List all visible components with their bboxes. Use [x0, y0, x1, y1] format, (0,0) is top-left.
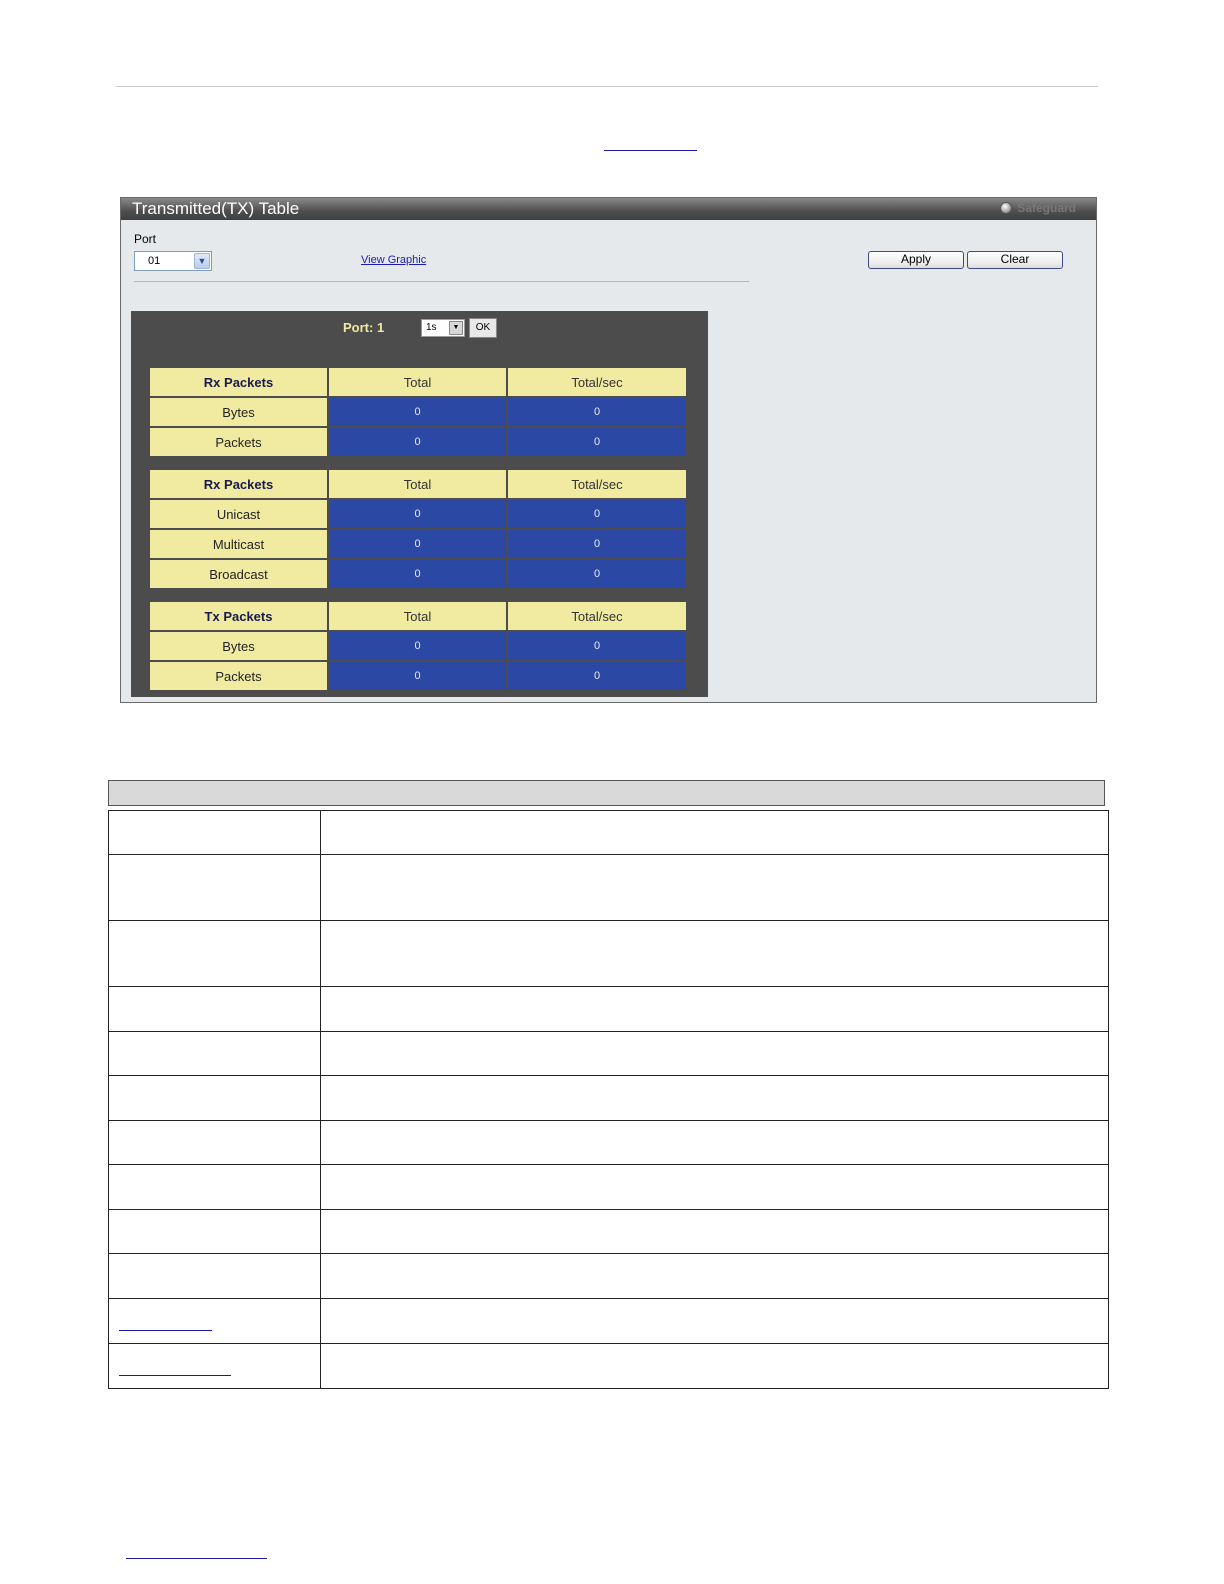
description-row: [109, 1032, 1109, 1076]
parameter-cell: [109, 1299, 321, 1344]
description-row: [109, 855, 1109, 921]
table-header-row: [150, 470, 688, 500]
parameter-cell: [109, 987, 321, 1032]
description-cell: [321, 1076, 1109, 1121]
description-row: [109, 1076, 1109, 1121]
description-table: [108, 810, 1109, 1389]
safeguard-icon: [1000, 202, 1012, 214]
row-label: Multicast: [150, 530, 327, 558]
parameter-cell: [109, 1032, 321, 1076]
safeguard-indicator: [1000, 201, 1076, 215]
per-sec-value: 0: [508, 662, 686, 690]
total-value: 0: [329, 428, 506, 456]
row-label: Packets: [150, 428, 327, 456]
description-row: [109, 921, 1109, 987]
row-label: Bytes: [150, 398, 327, 426]
description-row: [109, 1254, 1109, 1299]
parameter-cell: [109, 855, 321, 921]
safeguard-label: Safeguard: [1017, 201, 1076, 215]
table-row: [150, 530, 688, 560]
per-sec-value: 0: [508, 530, 686, 558]
table-row: [150, 398, 688, 428]
description-row: [109, 1344, 1109, 1389]
stats-port-title: Port: 1: [343, 320, 385, 335]
port-select[interactable]: [134, 251, 212, 271]
total-value: 0: [329, 662, 506, 690]
stats-table: [150, 470, 688, 590]
description-cell: [321, 1210, 1109, 1254]
row-label: Bytes: [150, 632, 327, 660]
row-label: Packets: [150, 662, 327, 690]
table-row: [150, 662, 688, 692]
interval-value: 1s: [426, 322, 437, 333]
panel-header: [121, 198, 1096, 220]
description-row: [109, 1165, 1109, 1210]
column-header: Total: [329, 470, 506, 498]
chevron-down-icon[interactable]: ▼: [449, 321, 463, 335]
total-value: 0: [329, 398, 506, 426]
total-value: 0: [329, 500, 506, 528]
footer-link-underline[interactable]: [126, 1558, 267, 1559]
description-cell: [321, 921, 1109, 987]
description-cell: [321, 1254, 1109, 1299]
parameter-cell: [109, 1076, 321, 1121]
description-row: [109, 1121, 1109, 1165]
parameter-cell: [109, 921, 321, 987]
hyperlink-underline[interactable]: [604, 150, 697, 151]
stats-table: [150, 602, 688, 692]
port-select-value: 01: [148, 255, 161, 267]
parameter-cell: [109, 1121, 321, 1165]
description-row: [109, 811, 1109, 855]
view-graphic-link[interactable]: View Graphic: [361, 254, 427, 266]
per-sec-value: 0: [508, 428, 686, 456]
table-header-row: [150, 368, 688, 398]
column-header: Total/sec: [508, 368, 686, 396]
parameter-link[interactable]: [119, 1375, 231, 1376]
per-sec-value: 0: [508, 632, 686, 660]
port-statistics-box: [131, 311, 708, 697]
description-row: [109, 987, 1109, 1032]
chevron-down-icon[interactable]: ▼: [194, 253, 210, 269]
stats-table: [150, 368, 688, 458]
top-rule: [116, 86, 1098, 87]
description-cell: [321, 987, 1109, 1032]
ok-button[interactable]: OK: [469, 318, 497, 338]
row-label: Unicast: [150, 500, 327, 528]
parameter-cell: [109, 811, 321, 855]
table-row: [150, 428, 688, 458]
panel-title: Transmitted(TX) Table: [132, 199, 300, 218]
row-label: Broadcast: [150, 560, 327, 588]
apply-button[interactable]: Apply: [868, 251, 964, 269]
description-row: [109, 1210, 1109, 1254]
port-label: Port: [134, 232, 157, 246]
clear-button[interactable]: Clear: [967, 251, 1063, 269]
description-cell: [321, 1165, 1109, 1210]
parameter-cell: [109, 1254, 321, 1299]
description-cell: [321, 811, 1109, 855]
parameter-cell: [109, 1165, 321, 1210]
divider: [134, 281, 749, 282]
table-header-row: [150, 602, 688, 632]
table-row: [150, 560, 688, 590]
description-table-header: [108, 780, 1105, 806]
column-header: Rx Packets: [150, 470, 327, 498]
per-sec-value: 0: [508, 500, 686, 528]
per-sec-value: 0: [508, 398, 686, 426]
table-row: [150, 500, 688, 530]
column-header: Tx Packets: [150, 602, 327, 630]
parameter-cell: [109, 1210, 321, 1254]
column-header: Total/sec: [508, 602, 686, 630]
parameter-link[interactable]: [119, 1330, 212, 1331]
parameter-cell: [109, 1344, 321, 1389]
table-row: [150, 632, 688, 662]
column-header: Total: [329, 368, 506, 396]
total-value: 0: [329, 632, 506, 660]
transmitted-table-panel: [120, 197, 1097, 703]
description-cell: [321, 1344, 1109, 1389]
column-header: Total/sec: [508, 470, 686, 498]
description-cell: [321, 1299, 1109, 1344]
column-header: Rx Packets: [150, 368, 327, 396]
description-cell: [321, 1121, 1109, 1165]
description-cell: [321, 855, 1109, 921]
description-cell: [321, 1032, 1109, 1076]
refresh-interval-select[interactable]: [421, 319, 465, 337]
total-value: 0: [329, 560, 506, 588]
column-header: Total: [329, 602, 506, 630]
description-row: [109, 1299, 1109, 1344]
per-sec-value: 0: [508, 560, 686, 588]
total-value: 0: [329, 530, 506, 558]
